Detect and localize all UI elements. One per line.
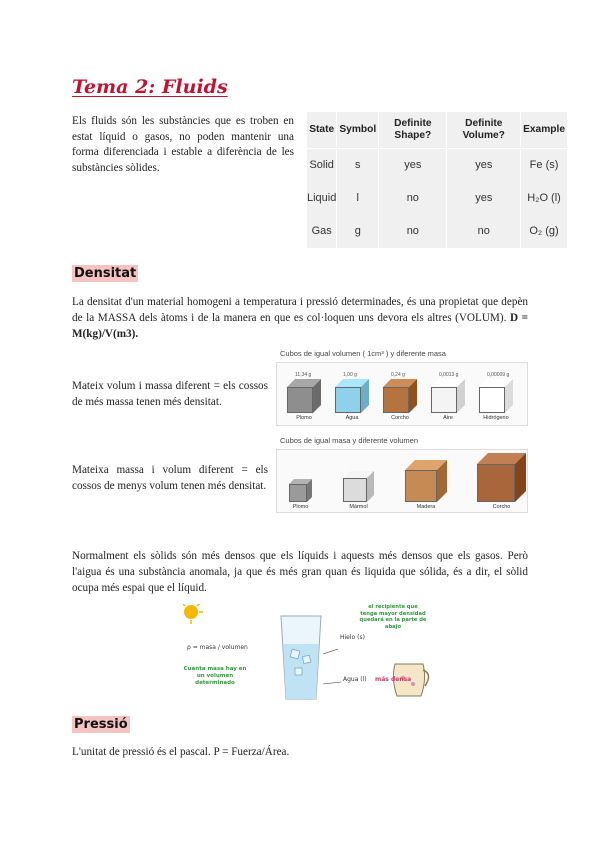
- table-cell: H₂O (l): [521, 182, 567, 215]
- equal-volume-figure: [276, 362, 528, 426]
- cube-label: Agua: [345, 415, 359, 421]
- figure-caption-equal-volume: Cubos de igual volumen ( 1cm³ ) y diferente masa: [280, 349, 446, 358]
- table-cell: Solid: [309, 159, 334, 172]
- same-volume-text: Mateix volum i massa diferent = els cossos de més massa tenen més densitat.: [72, 380, 268, 408]
- table-header-cell: Definite Volume?: [447, 112, 521, 149]
- cube: [343, 471, 374, 502]
- cube-mass-label: 0,0013 g: [439, 372, 459, 378]
- table-cell: yes: [447, 182, 521, 215]
- table-row: [307, 149, 567, 182]
- ice-label: Hielo (s): [340, 634, 365, 641]
- water-label: Agua (l): [343, 676, 367, 683]
- table-header-cell: Definite Shape?: [379, 112, 447, 149]
- cube-mass-label: 0,00009 g: [487, 372, 510, 378]
- cube-label: Aire: [443, 415, 453, 421]
- cube-mass-label: 1,00 g: [343, 372, 357, 378]
- denser-label: más densa: [375, 676, 412, 683]
- table-cell: Fe (s): [521, 149, 567, 182]
- illustration-formula: ρ = masa / volumen: [187, 644, 248, 651]
- cube: [431, 379, 465, 413]
- table-cell: no: [379, 182, 447, 215]
- pressio-paragraph: L'unitat de pressió és el pascal. P = Fuerza/Área.: [72, 746, 290, 758]
- intro-paragraph: Els fluids són les substàncies que es troben en estat líquid o gasos, no poden mantenir una forma diferenciada i estable a diferència de les substàncies sòlides.: [72, 115, 294, 174]
- table-cell: yes: [447, 149, 521, 182]
- cube-label: Corcho: [391, 415, 409, 421]
- table-cell: Gas: [311, 225, 332, 237]
- cube-label: Corcho: [492, 504, 511, 510]
- cube: [479, 379, 513, 413]
- page-title: Tema 2: Fluids: [72, 76, 228, 98]
- illustration-caption-left: Cuanta masa hay en un volumen determinado: [183, 666, 247, 686]
- density-illustration: [183, 604, 430, 704]
- table-row: [307, 182, 567, 215]
- section-heading-densitat: Densitat: [74, 266, 137, 281]
- cube: [405, 460, 447, 502]
- table-cell: g: [337, 215, 379, 248]
- section-heading-pressio: Pressió: [74, 717, 128, 732]
- densitat-text: La densitat d'un material homogeni a temperatura i pressió determinades, és una propietat que depèn de la MASSA dels àtoms i de la manera en que es col·loquen uns devora els altres (VOLUM).: [72, 296, 528, 324]
- table-header-row: [307, 112, 567, 149]
- table-row: [307, 215, 567, 248]
- table-cell: O₂ (g): [521, 215, 567, 248]
- density-formula: D = M(kg)/V(m3).: [72, 312, 528, 340]
- table-cell: l: [337, 182, 379, 215]
- cube-label: Madera: [416, 504, 436, 510]
- cube-label: Plomo: [296, 415, 312, 421]
- density-comparison-paragraph: Normalment els sòlids són més densos que els líquids i aquests més densos que els gasos. Però l'aigua és una substància anomala, ja que és més gran quan és liquida que sólida, és a dir, el sòlid ocupa més espai que el líquid.: [72, 550, 528, 594]
- illustration-note: el recipiente que tenga mayor densidad quedará en la parte de abajo: [359, 604, 427, 630]
- table-header-cell: Symbol: [337, 112, 379, 149]
- cube-label: Hidrógeno: [483, 415, 509, 421]
- sun-icon: [183, 604, 203, 624]
- table-cell: Liquid: [307, 192, 337, 204]
- table-cell: no: [379, 215, 447, 248]
- cube: [477, 453, 526, 502]
- same-mass-text: Mateixa massa i volum diferent = els cossos de menys volum tenen més densitat.: [72, 464, 268, 492]
- table-cell: no: [447, 215, 521, 248]
- table-header-cell: State: [309, 124, 335, 135]
- equal-mass-figure: [276, 449, 528, 513]
- cube: [287, 379, 321, 413]
- cube-mass-label: 0,24 g: [391, 372, 405, 378]
- figure-caption-equal-mass: Cubos de igual masa y diferente volumen: [280, 436, 418, 445]
- table-header-cell: Example: [521, 112, 567, 149]
- cube-label: Plomo: [292, 504, 309, 510]
- table-cell: yes: [379, 149, 447, 182]
- states-table: [307, 112, 567, 248]
- densitat-paragraph: [72, 294, 528, 342]
- cube: [289, 479, 312, 502]
- cube: [335, 379, 369, 413]
- glass-of-water-icon: [281, 616, 321, 699]
- cube-label: Mármol: [349, 504, 368, 510]
- table-cell: s: [337, 149, 379, 182]
- cube: [383, 379, 417, 413]
- cube-mass-label: 11,34 g: [295, 372, 312, 378]
